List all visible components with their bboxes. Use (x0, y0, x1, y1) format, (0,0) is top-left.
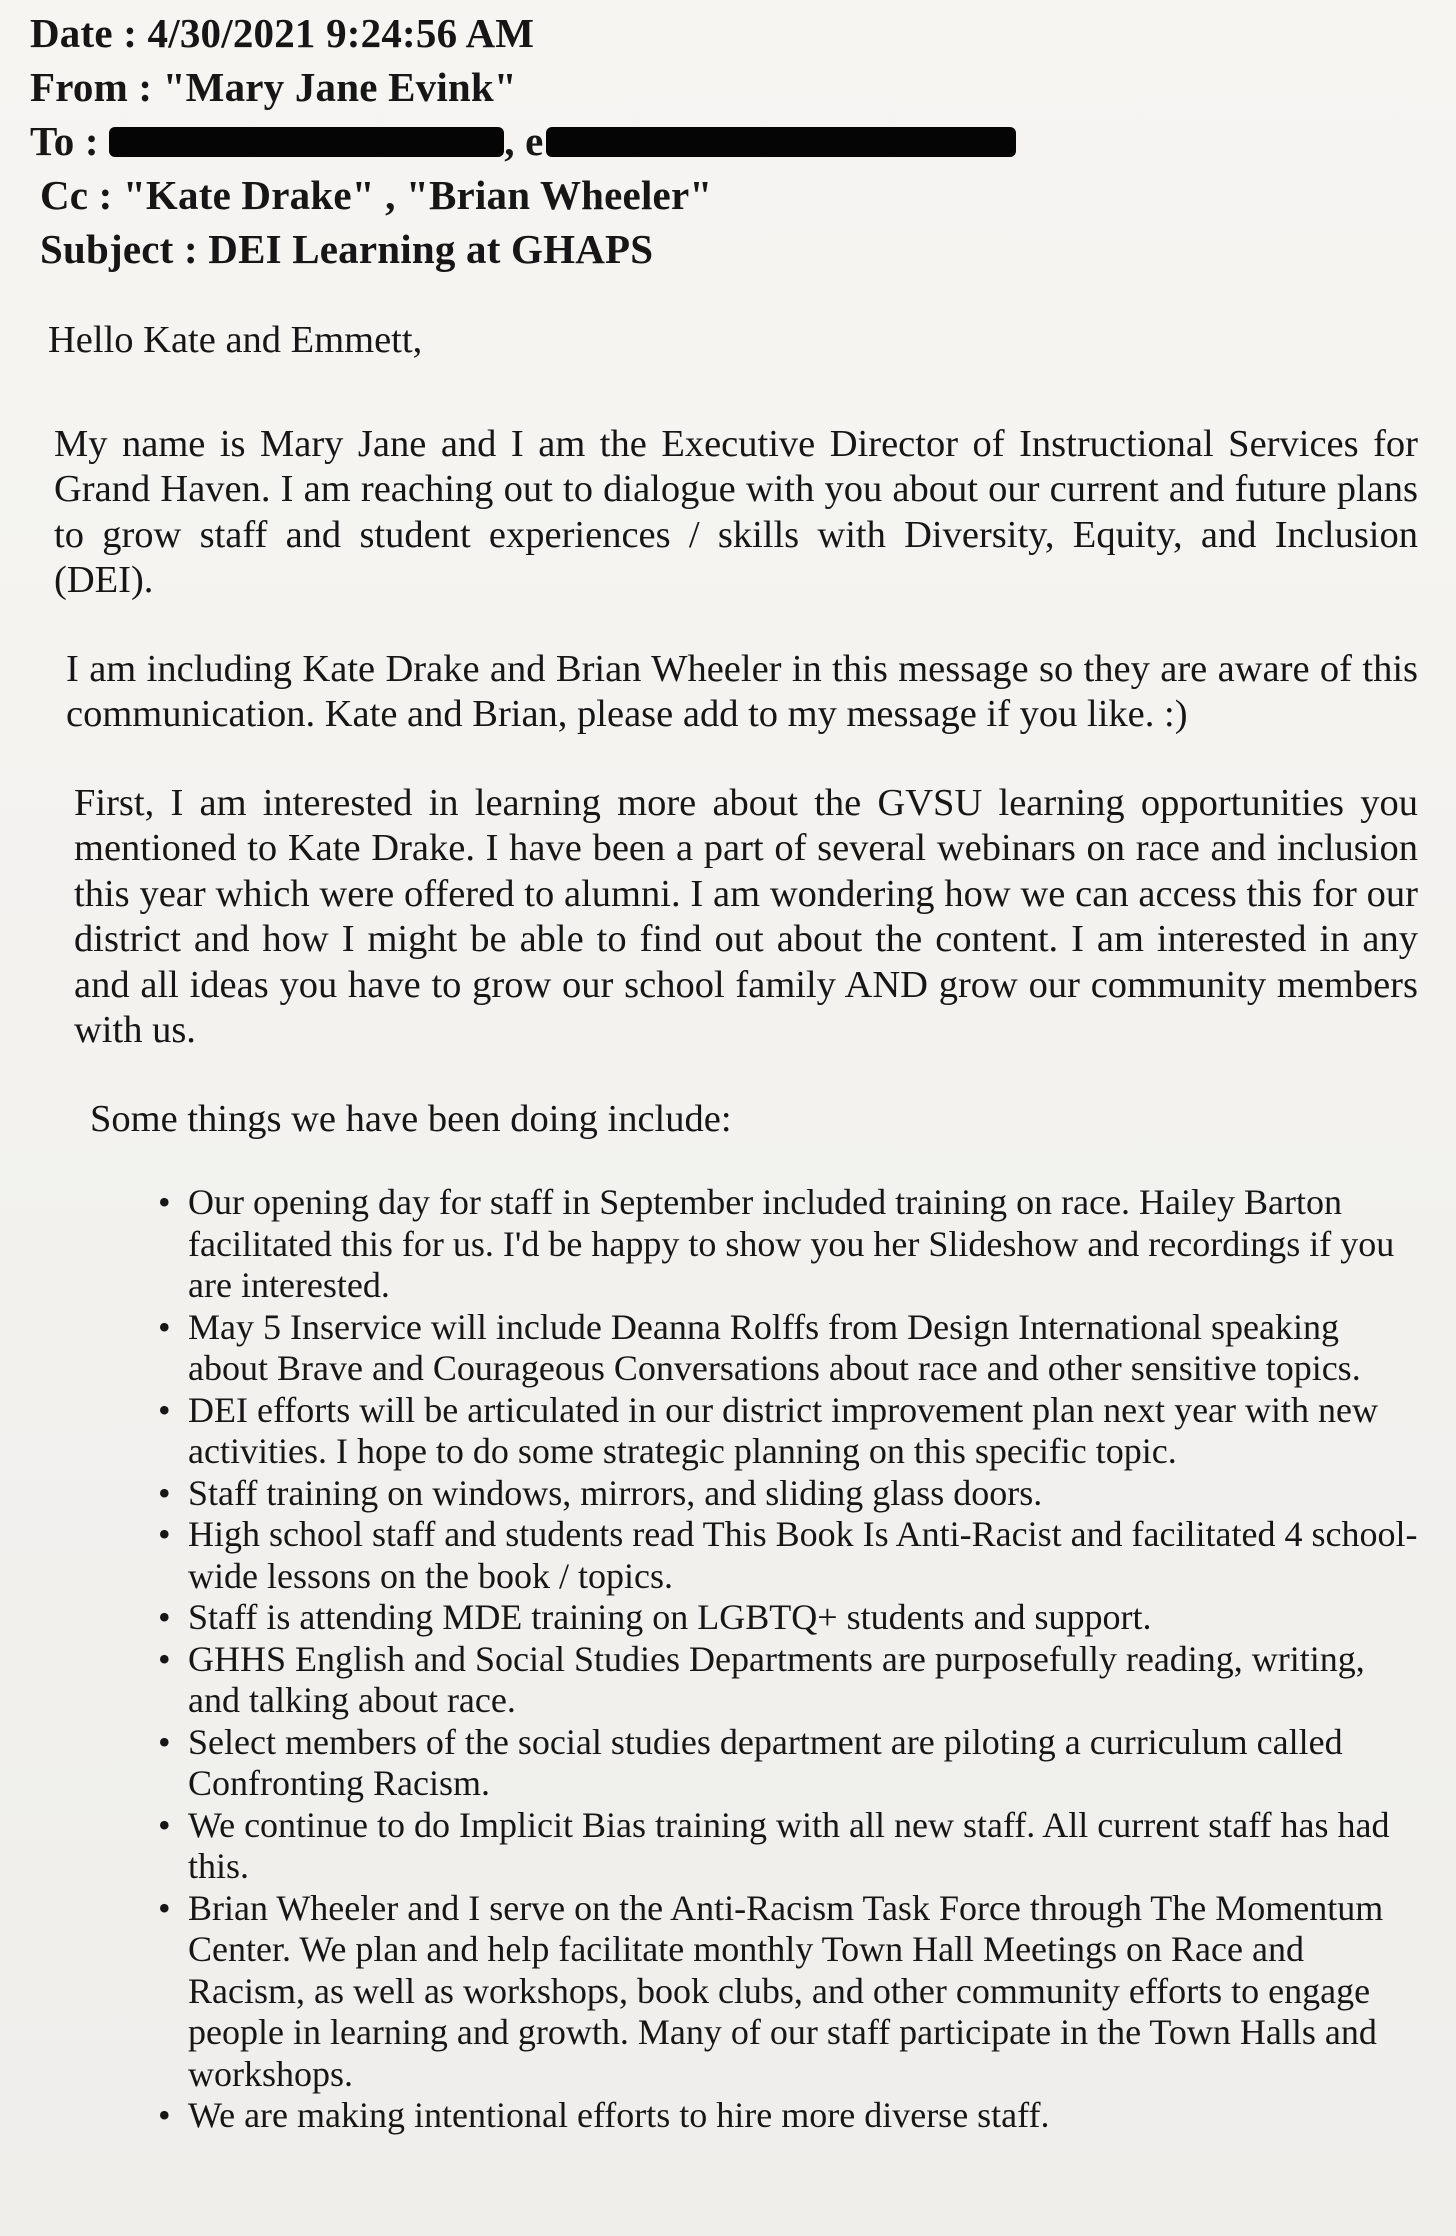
from-label: From : (30, 64, 153, 110)
list-item: • Staff is attending MDE training on LGBTQ+ students and support. (158, 1597, 1418, 1639)
from-line (30, 60, 1410, 114)
list-item: • We are making intentional efforts to hire more diverse staff. (158, 2095, 1418, 2137)
cc-value: "Kate Drake" , "Brian Wheeler" (122, 172, 713, 218)
list-item: • High school staff and students read This Book Is Anti-Racist and facilitated 4 school-wide lessons on the book / topics. (158, 1514, 1418, 1597)
from-value: "Mary Jane Evink" (162, 64, 517, 110)
greeting: Hello Kate and Emmett, (48, 319, 423, 361)
subject-line (30, 222, 1410, 276)
to-label: To : (30, 118, 99, 164)
cc-label: Cc : (40, 172, 113, 218)
list-item: • Brian Wheeler and I serve on the Anti-Racism Task Force through The Momentum Center. We plan and help facilitate monthly Town Hall Meetings on Race and Racism, as well as workshops, book clubs, and other community efforts to engage people in learning and growth. Many of our staff participate in the Town Halls and workshops. (158, 1888, 1418, 2096)
redaction-bar-1 (109, 127, 504, 157)
date-line (30, 6, 1410, 60)
list-item: • GHHS English and Social Studies Departments are purposefully reading, writing, and talking about race. (158, 1639, 1418, 1722)
to-line (30, 114, 1410, 168)
to-separator: , e (504, 118, 544, 164)
email-body (48, 318, 1418, 2137)
date-label: Date : (30, 10, 138, 56)
subject-value: DEI Learning at GHAPS (208, 226, 654, 272)
paragraph-intro: My name is Mary Jane and I am the Executive Director of Instructional Services for Grand Haven. I am reaching out to dialogue with you about our current and future plans to grow staff and student experiences / skills with Diversity, Equity, and Inclusion (DEI). (54, 422, 1418, 601)
subject-label: Subject : (40, 226, 198, 272)
list-item: • Select members of the social studies department are piloting a curriculum called Confronting Racism. (158, 1722, 1418, 1805)
list-item: • We continue to do Implicit Bias training with all new staff. All current staff has had this. (158, 1805, 1418, 1888)
paragraph-gvsu: First, I am interested in learning more about the GVSU learning opportunities you mentioned to Kate Drake. I have been a part of several webinars on race and inclusion this year which were offered to alumni. I am wondering how we can access this for our district and how I might be able to find out about the content. I am interested in any and all ideas you have to grow our school family AND grow our community members with us. (74, 781, 1418, 1051)
date-value: 4/30/2021 9:24:56 AM (147, 10, 535, 56)
cc-line (30, 168, 1410, 222)
list-item: • DEI efforts will be articulated in our district improvement plan next year with new activities. I hope to do some strategic planning on this specific topic. (158, 1390, 1418, 1473)
list-item: • May 5 Inservice will include Deanna Rolffs from Design International speaking about Brave and Courageous Conversations about race and other sensitive topics. (158, 1307, 1418, 1390)
list-item: • Our opening day for staff in September included training on race. Hailey Barton facilitated this for us. I'd be happy to show you her Slideshow and recordings if you are interested. (158, 1182, 1418, 1307)
activities-list (48, 1182, 1418, 2137)
email-header (30, 6, 1410, 276)
redaction-bar-2 (546, 127, 1016, 157)
paragraph-cc-note: I am including Kate Drake and Brian Wheeler in this message so they are aware of this communication. Kate and Brian, please add to my message if you like. :) (66, 647, 1418, 735)
list-item: • Staff training on windows, mirrors, and sliding glass doors. (158, 1473, 1418, 1515)
list-intro: Some things we have been doing include: (90, 1097, 732, 1140)
